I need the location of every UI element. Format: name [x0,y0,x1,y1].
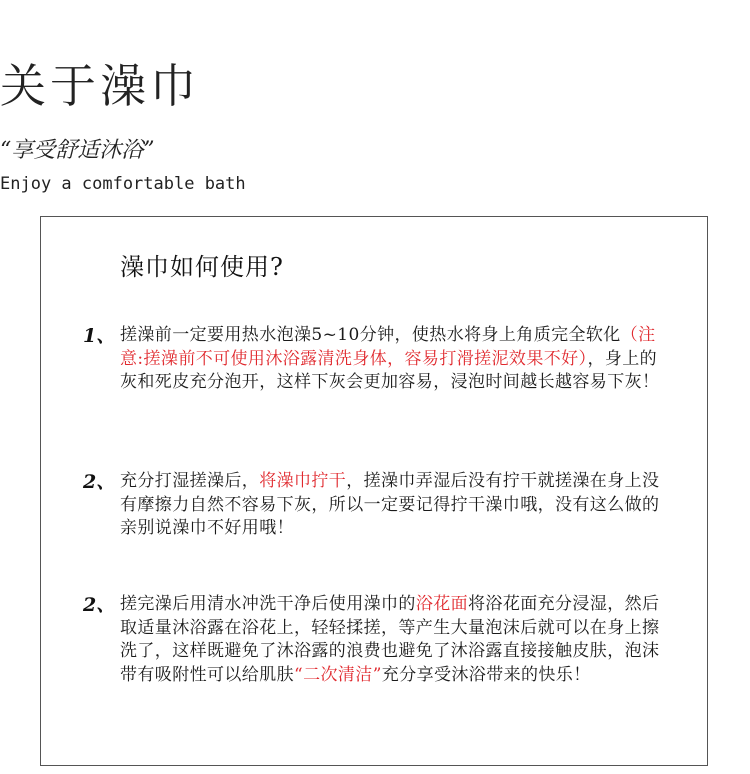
step-highlight: “二次清洁” [294,664,382,685]
step-highlight: 浴花面 [415,594,469,614]
step-text [120,593,663,687]
step-number: 1、 [83,325,116,347]
step-text-part: 将浴花面充分浸湿，然后取适量沐浴露在浴花上，轻轻揉搓，等产生大量泡沫后就可以在身上擦洗了，这样既避免了沐浴露的浪费也避免了沐浴露直接接触皮肤，泡沫带有吸附性可以给肌肤 [120,594,660,685]
usage-panel [40,216,708,766]
step-number: 2、 [83,594,116,616]
page-subtitle-english: Enjoy a comfortable bath [0,174,246,194]
step-text-part: 充分打湿搓澡后， [120,471,260,491]
step-text [120,324,663,395]
step-text-part: 搓澡前一定要用热水泡澡5~10分钟，使热水将身上角质完全软化 [120,325,621,345]
page-subtitle: “享受舒适沐浴” [0,138,155,163]
step-text-part: ，搓澡巾弄湿后没有拧干就搓澡在身上没有摩擦力自然不容易下灰，所以一定要记得拧干澡巾哦，没有这么做的亲别说澡巾不好用哦！ [120,471,660,538]
step-text-part: 充分享受沐浴带来的快乐！ [381,664,591,685]
usage-step-3 [83,593,663,687]
step-number: 2、 [83,471,116,493]
step-warning-note: （注意:搓澡前不可使用沐浴露清洗身体，容易打滑搓泥效果不好） [120,325,656,369]
step-text-part: ，身上的灰和死皮充分泡开，这样下灰会更加容易，浸泡时间越长越容易下灰！ [120,348,660,392]
step-text [120,470,663,541]
step-highlight: 将澡巾拧干 [259,471,347,491]
usage-step-1 [83,324,663,395]
page-title: 关于澡巾 [0,59,200,113]
usage-step-2 [83,470,663,541]
panel-title: 澡巾如何使用? [120,253,284,281]
step-text-part: 搓完澡后用清水冲洗干净后使用澡巾的 [120,594,416,614]
